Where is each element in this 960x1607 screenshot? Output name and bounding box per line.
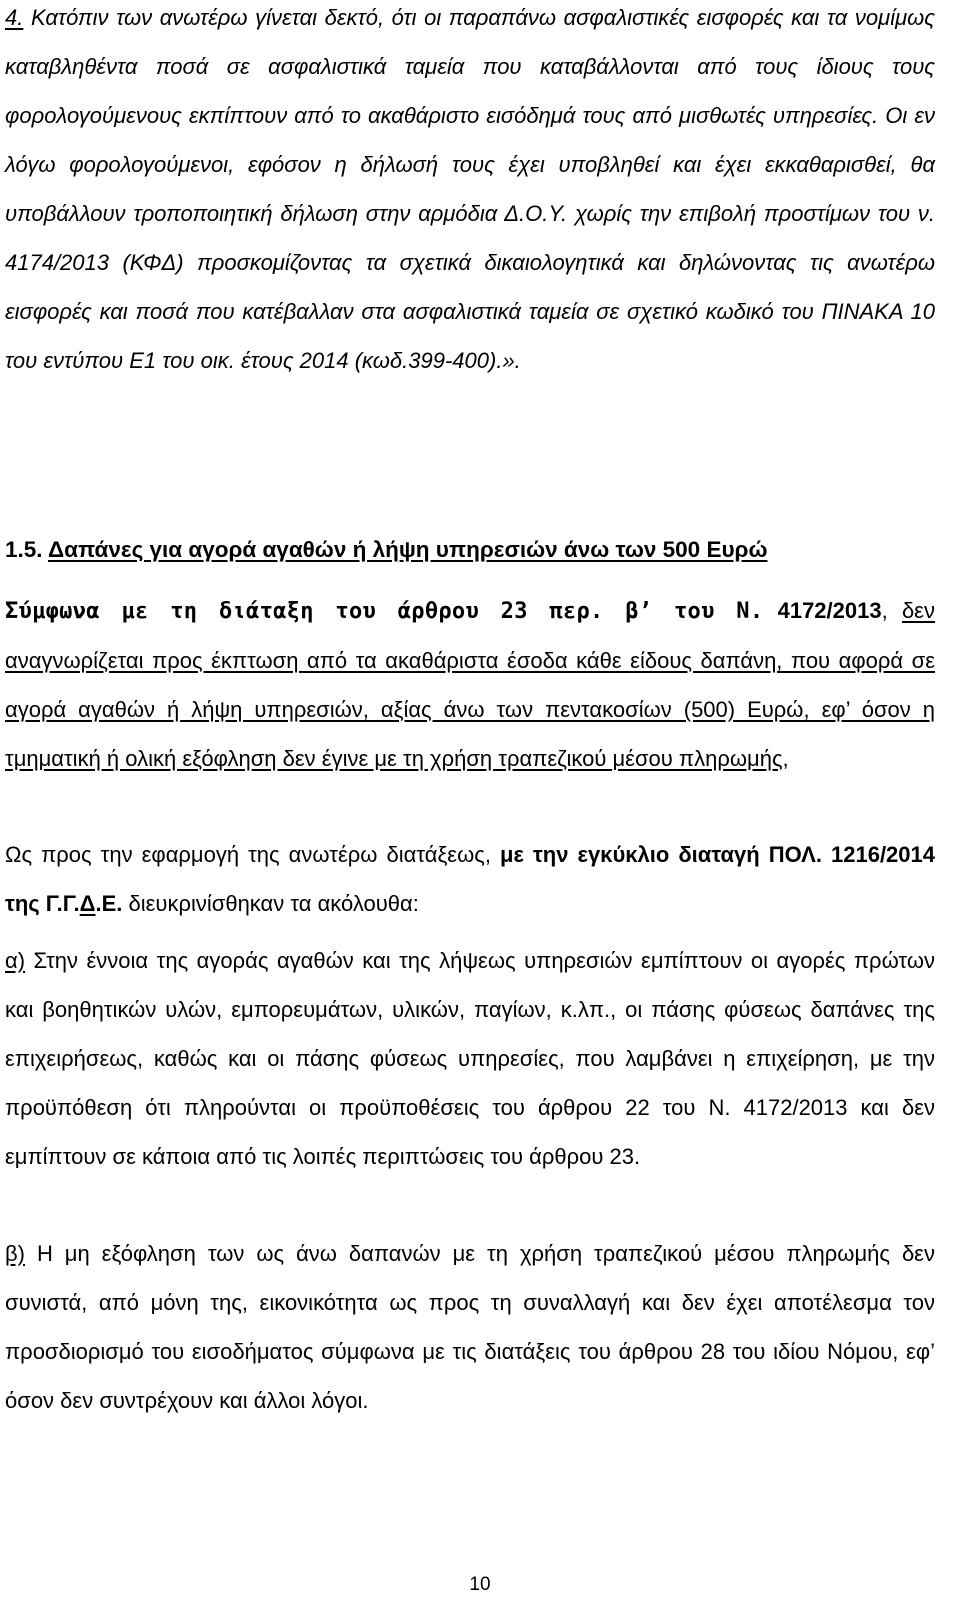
article-23-law-number: 4172/2013 [763, 598, 882, 623]
section-title: Δαπάνες για αγορά αγαθών ή λήψη υπηρεσιών άνω των 500 Ευρώ [47, 537, 768, 562]
paragraph-b [5, 1229, 935, 1425]
page-number: 10 [469, 1574, 491, 1595]
section-heading-1-5 [5, 530, 935, 570]
article-23-bold-intro: Σύμφωνα με τη διάταξη του άρθρου 23 περ. β’ του Ν. [5, 599, 764, 624]
article-23-tail: , [782, 746, 789, 771]
circular-tail: διευκρινίσθηκαν τα ακόλουθα: [122, 891, 419, 916]
section-number: 1.5. [5, 537, 43, 562]
article-23-comma: , [881, 598, 902, 623]
paragraph-b-text: Η μη εξόφληση των ως άνω δαπανών με τη χρήση τραπεζικού μέσου πληρωμής δεν συνιστά, από μόνη της, εικονικότητα ως προς τη συναλλαγή και δεν έχει αποτέλεσμα τον προσδιορισμό του εισοδήματος σύμφωνα με τις διατάξεις του άρθρου 28 του ιδίου Νόμου, εφ’ όσον δεν συντρέχουν και άλλοι λόγοι. [5, 1241, 935, 1413]
circular-intro: Ως προς την εφαρμογή της ανωτέρω διατάξεως, [5, 842, 501, 867]
paragraph-a [5, 936, 935, 1181]
paragraph-article-23 [5, 586, 935, 783]
paragraph-a-text: Στην έννοια της αγοράς αγαθών και της λήψεως υπηρεσιών εμπίπτουν οι αγορές πρώτων και βοηθητικών υλών, εμπορευμάτων, υλικών, παγίων, κ.λπ., οι πάσης φύσεως δαπάνες της επιχειρήσεως, καθώς και οι πάσης φύσεως υπηρεσίες, που λαμβάνει η επιχείρηση, με την προϋπόθεση ότι πληρούνται οι προϋποθέσεις του άρθρου 22 του Ν. 4172/2013 και δεν εμπίπτουν σε κάποια από τις λοιπές περιπτώσεις του άρθρου 23. [5, 948, 935, 1169]
paragraph-4-number: 4. [5, 5, 24, 30]
circular-bold-underlined: Δ [79, 891, 96, 916]
circular-bold-1: με την εγκύκλιο διαταγή ΠΟΛ. 1216/2014 της Γ.Γ. [5, 842, 935, 916]
paragraph-b-label: β) [5, 1241, 25, 1266]
paragraph-circular [5, 830, 935, 928]
paragraph-a-label: α) [5, 948, 26, 973]
article-23-underlined-text: δεν αναγνωρίζεται προς έκπτωση από τα ακαθάριστα έσοδα κάθε είδους δαπάνη, που αφορά σε αγορά αγαθών ή λήψη υπηρεσιών, αξίας άνω των πεντακοσίων (500) Ευρώ, εφ’ όσον η τμηματική ή ολική εξόφληση δεν έγινε με τη χρήση τραπεζικού μέσου πληρωμής [5, 598, 935, 771]
paragraph-4 [5, 0, 935, 385]
paragraph-4-text: Κατόπιν των ανωτέρω γίνεται δεκτό, ότι οι παραπάνω ασφαλιστικές εισφορές και τα νομίμως καταβληθέντα ποσά σε ασφαλιστικά ταμεία που καταβάλλονται από τους ίδιους τους φορολογούμενους εκπίπτουν από το ακαθάριστο εισόδημά τους από μισθωτές υπηρεσίες. Οι εν λόγω φορολογούμενοι, εφόσον η δήλωσή τους έχει υποβληθεί και έχει εκκαθαρισθεί, θα υποβάλλουν τροποποιητική δήλωση στην αρμόδια Δ.Ο.Υ. χωρίς την επιβολή προστίμων του ν. 4174/2013 (ΚΦΔ) προσκομίζοντας τα σχετικά δικαιολογητικά και δηλώνοντας τις ανωτέρω εισφορές και ποσά που κατέβαλλαν στα ασφαλιστικά ταμεία σε σχετικό κωδικό του ΠΙΝΑΚΑ 10 του εντύπου Ε1 του οικ. έτους 2014 (κωδ.399-400).». [5, 5, 935, 373]
circular-bold-2: .Ε. [95, 891, 123, 916]
